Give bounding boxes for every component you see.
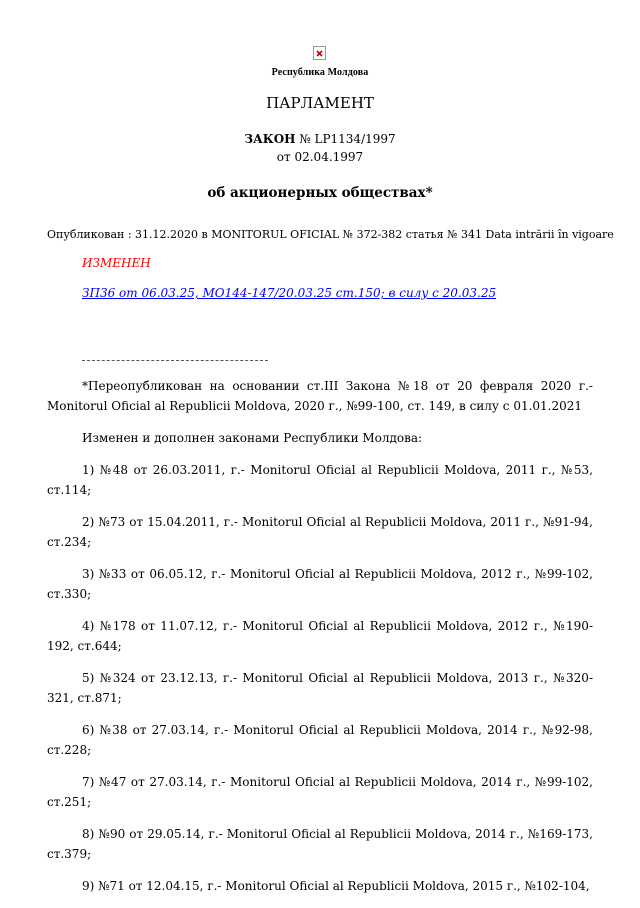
- parliament-heading: ПАРЛАМЕНТ: [266, 94, 374, 112]
- republication-note: *Переопубликован на основании ст.III Закона №18 от 20 февраля 2020 г.- Monitorul Oficial al Republicii Moldova, 2020 г., №99-100, ст. 149, в силу с 01.01.2021: [47, 379, 593, 413]
- amendment-item: 4) №178 от 11.07.12, г.- Monitorul Oficial al Republicii Moldova, 2012 г., №190-192, ст.644;: [47, 619, 593, 653]
- amendment-item: 1) №48 от 26.03.2011, г.- Monitorul Oficial al Republicii Moldova, 2011 г., №53, ст.114;: [47, 463, 593, 497]
- amendment-item: 2) №73 от 15.04.2011, г.- Monitorul Oficial al Republicii Moldova, 2011 г., №91-94, ст.234;: [47, 515, 593, 549]
- law-date: от 02.04.1997: [276, 150, 364, 164]
- law-identifier: [0, 130, 640, 166]
- amendment-item: 5) №324 от 23.12.13, г.- Monitorul Oficial al Republicii Moldova, 2013 г., №320-321, ст.871;: [47, 671, 593, 705]
- publication-info: Опубликован : 31.12.2020 в MONITORUL OFICIAL № 372-382 статья № 341 Data intrării în vigoare: [47, 228, 614, 241]
- footnote-separator: [82, 360, 268, 361]
- amendments-intro: Изменен и дополнен законами Республики Молдова:: [82, 431, 423, 445]
- image-placeholder-x-icon: [316, 50, 323, 57]
- amendment-item: 6) №38 от 27.03.14, г.- Monitorul Oficial al Republicii Moldova, 2014 г., №92-98, ст.228;: [47, 723, 593, 757]
- document-body: [47, 376, 593, 908]
- law-title: об акционерных обществах*: [207, 185, 433, 201]
- law-number: № LP1134/1997: [299, 132, 396, 146]
- amendment-item: 7) №47 от 27.03.14, г.- Monitorul Oficial al Republicii Moldova, 2014 г., №99-102, ст.251;: [47, 775, 593, 809]
- amendment-item: 9) №71 от 12.04.15, г.- Monitorul Oficial al Republicii Moldova, 2015 г., №102-104,: [82, 879, 590, 893]
- amendment-item: 8) №90 от 29.05.14, г.- Monitorul Oficial al Republicii Moldova, 2014 г., №169-173, ст.379;: [47, 827, 593, 861]
- amendment-item: 3) №33 от 06.05.12, г.- Monitorul Oficial al Republicii Moldova, 2012 г., №99-102, ст.330;: [47, 567, 593, 601]
- status-badge: ИЗМЕНЕН: [82, 256, 151, 270]
- law-label: ЗАКОН: [244, 132, 296, 146]
- republic-heading: Республика Молдова: [271, 67, 369, 78]
- broken-image-icon: [313, 46, 326, 60]
- amendment-link[interactable]: ЗП36 от 06.03.25, МО144-147/20.03.25 ст.150; в силу с 20.03.25: [82, 286, 497, 300]
